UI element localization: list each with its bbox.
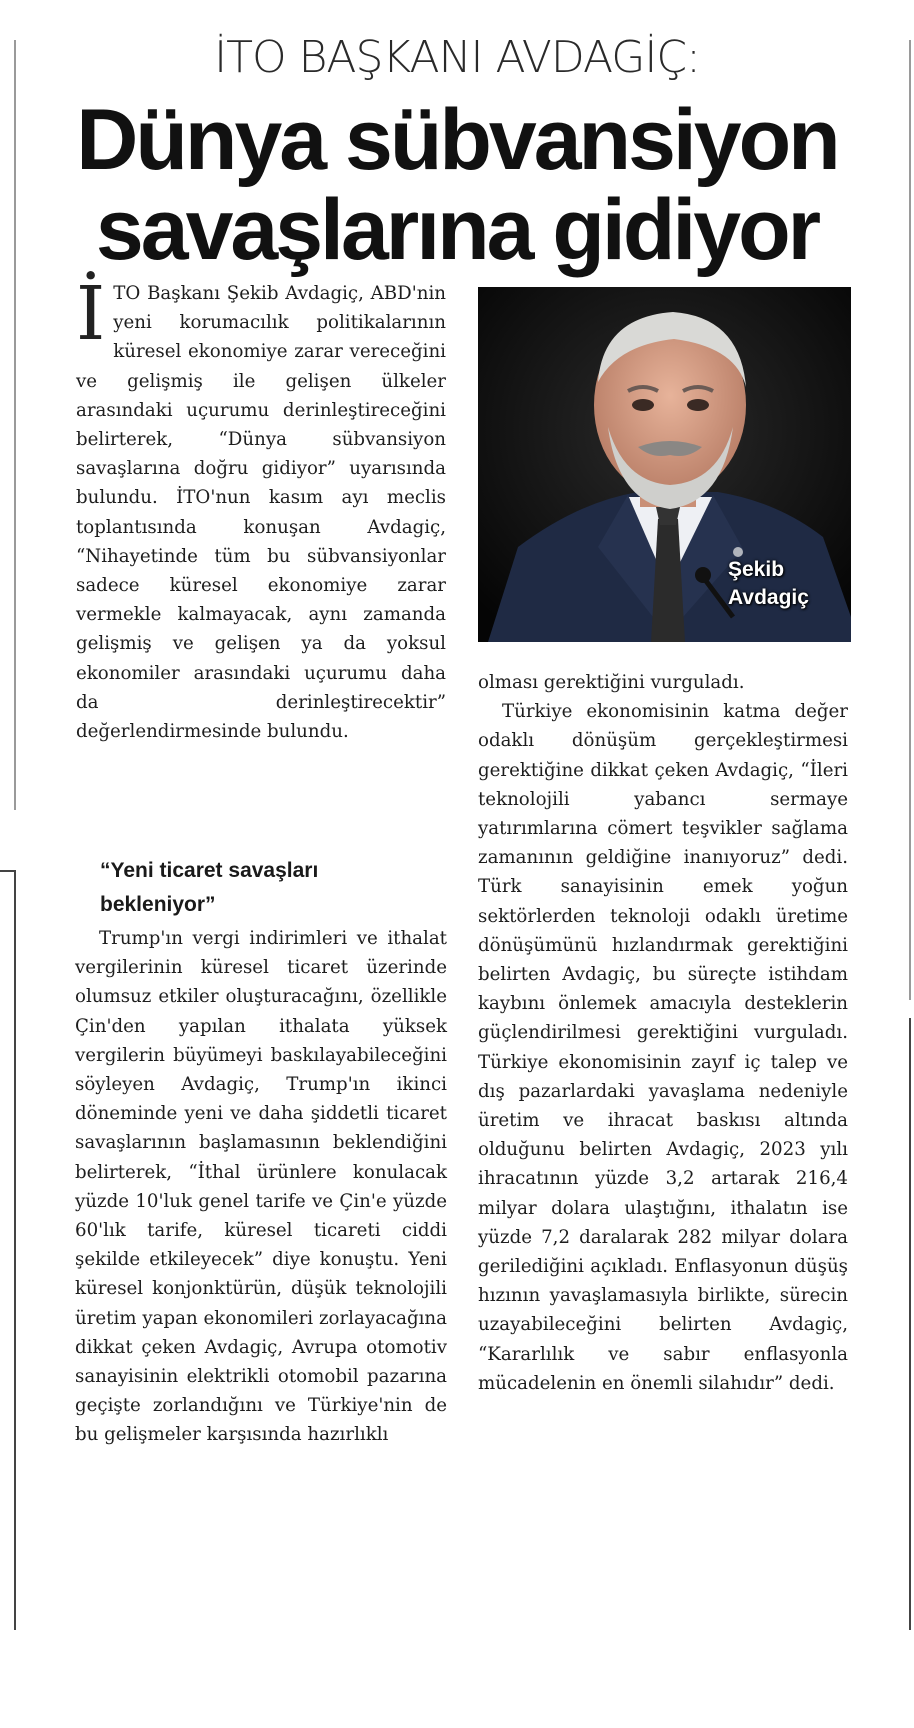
article-kicker: İTO BAŞKANI AVDAGİÇ: xyxy=(214,32,700,83)
right-edge-rule-lower xyxy=(909,1018,911,1630)
left-edge-tick xyxy=(0,870,16,872)
left-edge-rule-lower xyxy=(14,870,16,1630)
body-column-left xyxy=(75,924,447,1450)
lead-column xyxy=(76,271,446,746)
body-column-right xyxy=(478,668,848,1398)
continuation-line: olması gerektiğini vurguladı. xyxy=(478,672,745,693)
photo-caption: Şekib Avdagiç xyxy=(728,558,809,609)
drop-cap: İ xyxy=(76,271,106,357)
article-subhead: “Yeni ticaret savaşları bekleniyor” xyxy=(100,859,319,916)
lead-text: TO Başkanı Şekib Avdagiç, ABD'nin yeni korumacılık politikalarının küresel ekonomiye zarar vereceğini ve gelişmiş ile gelişen ülkeler arasındaki uçurumu derinleştireceğini belirterek, “Dünya sübvansiyon savaşlarına doğru gidiyor” uyarısında bulundu. İTO'nun kasım ayı meclis toplantısında konuşan Avdagiç, “Nihayetinde tüm bu sübvansiyonlar sadece küresel ekonomiye zarar vermekle kalmayacak, aynı zamanda gelişmiş ve gelişen ya da yoksul ekonomiler arasındaki uçurumu daha da derinleştirecektir” değerlendirmesinde bulundu. xyxy=(76,283,446,743)
article-headline: Dünya sübvansiyon savaşlarına gidiyor xyxy=(76,92,838,278)
body-paragraph-turkiye: Türkiye ekonomisinin katma değer odaklı dönüşüm gerçekleştirmesi gerektiğine dikkat çeken Avdagiç, “İleri teknolojili yabancı sermaye yatırımlarına cömert teşvikler sağlama zamanının geldiğine inanıyoruz” dedi. Türk sanayisinin emek yoğun sektörlerden teknoloji odaklı üretime dönüşümünü hızlandırmak gerektiğini belirten Avdagiç, bu süreçte istihdam kaybını önlemek amacıyla desteklerin güçlendirilmesi gerektiğini vurguladı. Türkiye ekonomisinin zayıf iç talep ve dış pazarlardaki yavaşlama nedeniyle üretim ve ihracat baskısı altında olduğunu belirten Avdagiç, 2023 yılı ihracatının yüzde 3,2 artarak 216,4 milyar dolara ulaştığını, ithalatın ise yüzde 7,2 daralarak 282 milyar dolara gerilediğini açıkladı. Enflasyonun düşüş hızının yavaşlamasıyla birlikte, sürecin uzayabileceğini belirten Avdagiç, “Kararlılık ve sabır enflasyonla mücadelenin en önemli silahıdır” dedi. xyxy=(478,701,848,1394)
lead-paragraph xyxy=(76,271,446,746)
body-paragraph-trump: Trump'ın vergi indirimleri ve ithalat vergilerinin küresel ticaret üzerinde olumsuz etkiler oluşturacağını, özellikle Çin'den yapılan ithalata yüksek vergilerin büyümeyi baskılayabileceğini söyleyen Avdagiç, Trump'ın ikinci döneminde yeni ve daha şiddetli ticaret savaşlarının başlamasının beklendiğini belirterek, “İthal ürünlere konulacak yüzde 10'luk genel tarife ve Çin'e yüzde 60'lık tarife, küresel ticareti ciddi şekilde etkileyecek” diye konuştu. Yeni küresel konjonktürün, düşük teknolojili üretim yapan ekonomileri zorlayacağına dikkat çeken Avdagiç, Avrupa otomotiv sanayisinin elektrikli otomobil pazarına geçişte zorlandığını ve Türkiye'nin de bu gelişmeler karşısında hazırlıklı xyxy=(75,928,447,1446)
